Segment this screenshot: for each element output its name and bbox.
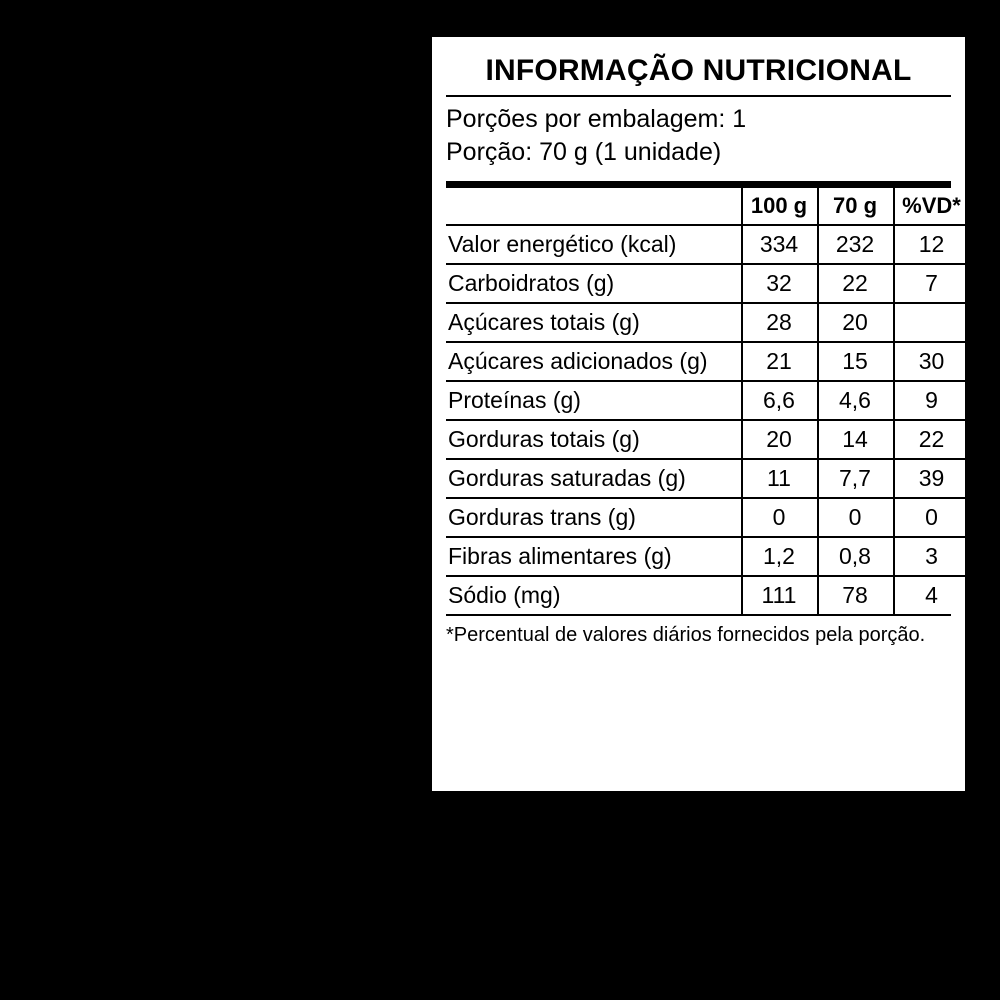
column-header-portion: 70 g [818,188,894,225]
value-portion: 14 [818,420,894,459]
value-100g: 111 [742,576,818,614]
table-row [446,537,970,576]
table-row [446,225,970,264]
table-row [446,459,970,498]
nutrient-name: Gorduras saturadas (g) [446,459,742,498]
table-row [446,303,970,342]
value-100g: 28 [742,303,818,342]
table-header-row [446,188,970,225]
nutrient-name: Proteínas (g) [446,381,742,420]
value-vd: 7 [894,264,970,303]
nutrient-name: Açúcares adicionados (g) [446,342,742,381]
value-100g: 20 [742,420,818,459]
nutrient-name: Gorduras trans (g) [446,498,742,537]
value-vd: 22 [894,420,970,459]
value-portion: 78 [818,576,894,614]
nutrition-table [446,188,970,614]
column-header-vd: %VD* [894,188,970,225]
nutrition-facts-panel [428,33,969,795]
value-vd: 12 [894,225,970,264]
value-100g: 21 [742,342,818,381]
value-100g: 0 [742,498,818,537]
value-portion: 4,6 [818,381,894,420]
value-100g: 11 [742,459,818,498]
value-portion: 0 [818,498,894,537]
servings-per-package: Porções por embalagem: 1 [446,105,747,133]
value-100g: 334 [742,225,818,264]
value-portion: 232 [818,225,894,264]
value-100g: 32 [742,264,818,303]
nutrient-name: Açúcares totais (g) [446,303,742,342]
table-row [446,576,970,614]
nutrient-name: Gorduras totais (g) [446,420,742,459]
value-portion: 20 [818,303,894,342]
value-100g: 1,2 [742,537,818,576]
table-row [446,420,970,459]
value-portion: 7,7 [818,459,894,498]
column-header-100g: 100 g [742,188,818,225]
table-row [446,381,970,420]
value-portion: 22 [818,264,894,303]
value-vd: 3 [894,537,970,576]
table-row [446,342,970,381]
value-vd: 30 [894,342,970,381]
nutrient-name: Fibras alimentares (g) [446,537,742,576]
value-vd: 4 [894,576,970,614]
value-vd: 9 [894,381,970,420]
column-header-name [446,188,742,225]
value-vd: 39 [894,459,970,498]
footnote: *Percentual de valores diários fornecidos pela porção. [446,624,926,646]
value-vd [894,303,970,342]
value-portion: 0,8 [818,537,894,576]
nutrient-name: Sódio (mg) [448,582,561,608]
table-row [446,498,970,537]
value-100g: 6,6 [742,381,818,420]
table-row [446,264,970,303]
nutrient-name: Carboidratos (g) [446,264,742,303]
title-divider [446,95,951,97]
header-thick-divider [446,181,951,188]
serving-info [446,103,951,175]
serving-size: Porção: 70 g (1 unidade) [446,138,722,166]
value-portion: 15 [818,342,894,381]
page-title: INFORMAÇÃO NUTRICIONAL [485,54,912,87]
nutrition-table-body [446,225,970,614]
value-vd: 0 [894,498,970,537]
nutrient-name: Valor energético (kcal) [446,225,742,264]
